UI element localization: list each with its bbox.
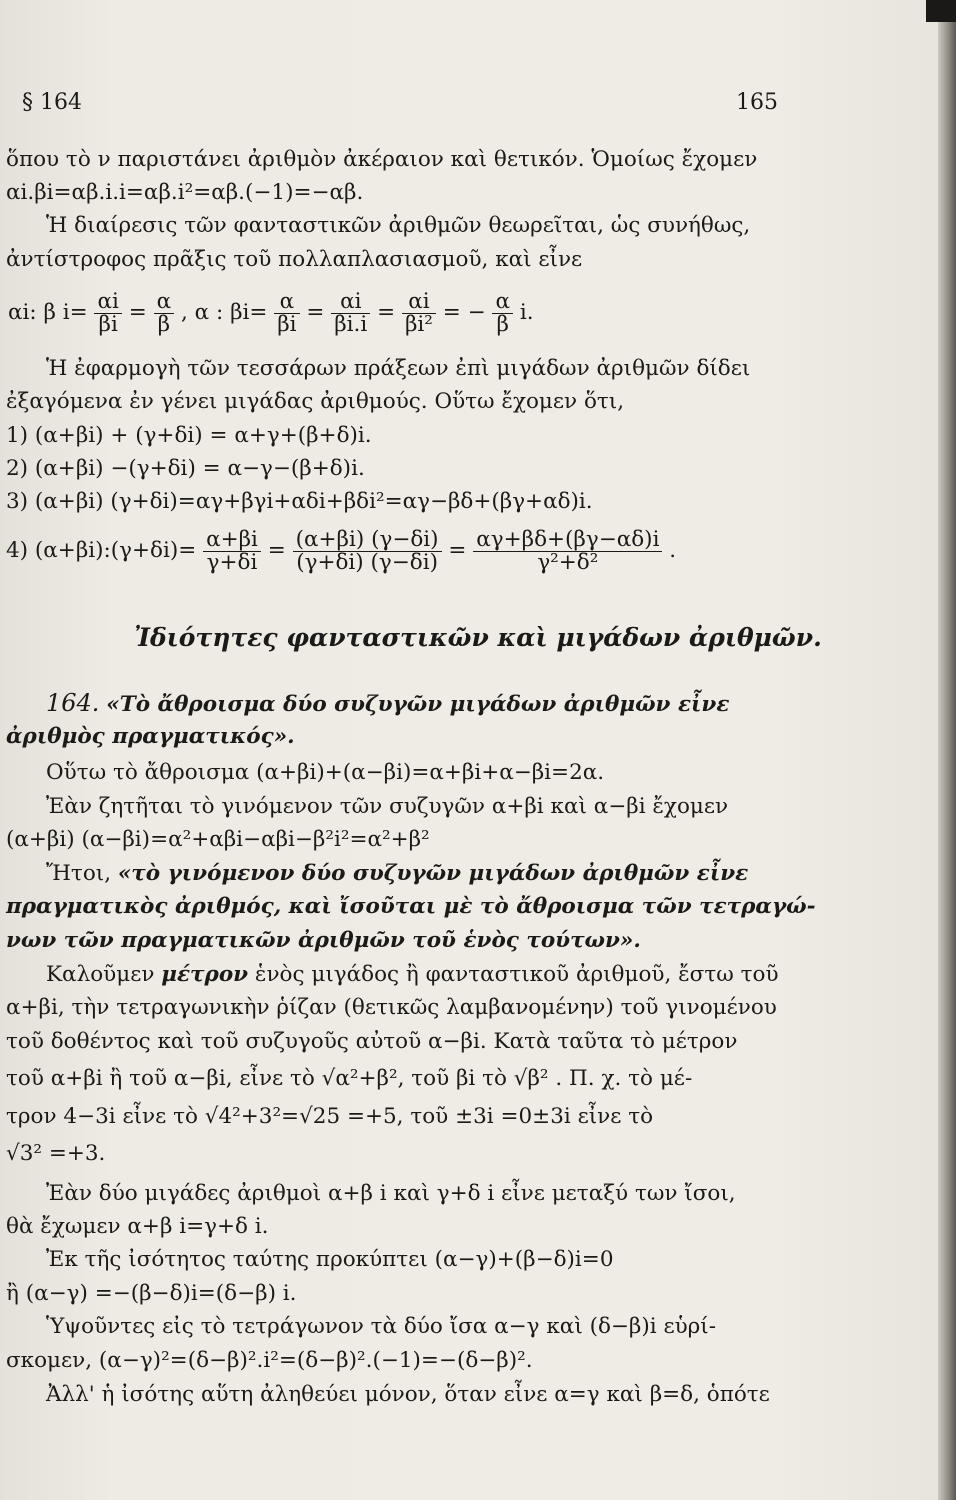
section-heading: Ἰδιότητες φανταστικῶν καὶ μιγάδων ἀριθμῶν. xyxy=(134,623,822,652)
numerator: αi xyxy=(402,291,436,314)
text-line xyxy=(46,962,956,988)
text-line: Ἡ διαίρεσις τῶν φανταστικῶν ἀριθμῶν θεωρεῖται, ὡς συνήθως, xyxy=(46,213,751,238)
text-line: τρον 4−3i εἶνε τὸ √4²+3²=√25 =+5, τοῦ ±3i =0±3i εἶνε τὸ xyxy=(6,1104,654,1129)
theorem-line xyxy=(46,690,956,718)
text-span: Ἤτοι, xyxy=(46,861,118,886)
formula-text: , α : βi= xyxy=(180,300,268,325)
theorem-text: «Τὸ ἄθροισμα δύο συζυγῶν μιγάδων ἀριθμῶν εἶνε xyxy=(106,692,730,717)
section-marker: § 164 xyxy=(22,90,82,115)
denominator: βi² xyxy=(404,311,433,337)
fraction xyxy=(203,526,261,575)
text-line: Οὕτω τὸ ἄθροισμα (α+βi)+(α−βi)=α+βi+α−βi=2α. xyxy=(46,760,605,785)
division-formula xyxy=(8,283,928,343)
text-line: Ἐκ τῆς ἰσότητος ταύτης προκύπτει (α−γ)+(β−δ)i=0 xyxy=(46,1247,614,1272)
emphasis-text: «τὸ γινόμενον δύο συζυγῶν μιγάδων ἀριθμῶν εἶνε xyxy=(117,861,749,886)
formula-text: αi: β i= xyxy=(8,300,88,325)
scan-corner-mark xyxy=(926,0,956,22)
equals-sign: = xyxy=(267,538,286,563)
page-number: 165 xyxy=(736,90,778,115)
denominator: βi.i xyxy=(334,311,368,337)
equals-sign: = xyxy=(448,538,467,563)
division-equation xyxy=(6,521,926,581)
equals-sign: = xyxy=(306,300,325,325)
numerator: α+βi xyxy=(203,529,261,552)
denominator: β xyxy=(496,311,509,337)
formula-text: i. xyxy=(519,300,534,325)
denominator: βi xyxy=(98,311,118,337)
text-line: τοῦ δοθέντος καὶ τοῦ συζυγοῦς αὐτοῦ α−βi. Κατὰ ταῦτα τὸ μέτρον xyxy=(6,1029,738,1054)
text-line: θὰ ἔχωμεν α+β i=γ+δ i. xyxy=(6,1214,269,1239)
denominator: γ²+δ² xyxy=(537,549,599,575)
equals-sign: = xyxy=(128,300,147,325)
numerator: αi xyxy=(94,291,121,314)
text-span: ἑνὸς μιγάδος ἢ φανταστικοῦ ἀριθμοῦ, ἔστω τοῦ xyxy=(248,962,779,987)
text-line: ἐξαγόμενα ἐν γένει μιγάδας ἀριθμούς. Οὕτω ἔχομεν ὅτι, xyxy=(6,389,625,414)
text-line: Ὑψοῦντες εἰς τὸ τετράγωνον τὰ δύο ἴσα α−γ καὶ (δ−β)i εὑρί- xyxy=(46,1314,716,1339)
text-line: Ἀλλ' ἡ ἰσότης αὕτη ἀληθεύει μόνον, ὅταν εἶνε α=γ καὶ β=δ, ὁπότε xyxy=(46,1382,770,1407)
emphasis-text: νων τῶν πραγματικῶν ἀριθμῶν τοῦ ἑνὸς τούτων». xyxy=(6,928,641,953)
fraction xyxy=(274,288,299,337)
denominator: βi xyxy=(277,311,297,337)
numerator: αi xyxy=(331,291,370,314)
equation-line: ἢ (α−γ) =−(β−δ)i=(δ−β) i. xyxy=(6,1281,297,1306)
fraction xyxy=(402,288,436,337)
fraction xyxy=(331,288,370,337)
term-metron: μέτρον xyxy=(161,962,249,987)
text-line: ὅπου τὸ ν παριστάνει ἀριθμὸν ἀκέραιον καὶ θετικόν. Ὁμοίως ἔχομεν xyxy=(6,147,758,172)
formula-text: . xyxy=(669,538,677,563)
denominator: γ+δi xyxy=(206,549,258,575)
text-line xyxy=(46,861,956,887)
formula-text: 4) (α+βi):(γ+δi)= xyxy=(6,538,197,563)
equals-sign: = xyxy=(377,300,396,325)
numerator: α xyxy=(274,291,299,314)
text-line: Ἐὰν δύο μιγάδες ἀριθμοὶ α+β i καὶ γ+δ i εἶνε μεταξύ των ἴσοι, xyxy=(46,1181,736,1206)
fraction xyxy=(154,288,175,337)
text-line: τοῦ α+βi ἢ τοῦ α−βi, εἶνε τὸ √α²+β², τοῦ βi τὸ √β² . Π. χ. τὸ μέ- xyxy=(6,1066,693,1091)
text-line: Ἐὰν ζητῆται τὸ γινόμενον τῶν συζυγῶν α+βi καὶ α−βi ἔχομεν xyxy=(46,794,729,819)
fraction xyxy=(473,526,662,575)
text-line: Ἡ ἐφαρμογὴ τῶν τεσσάρων πράξεων ἐπὶ μιγάδων ἀριθμῶν δίδει xyxy=(46,356,751,381)
text-span: Καλοῦμεν xyxy=(46,962,162,987)
theorem-number: 164. xyxy=(46,689,100,717)
fraction xyxy=(293,526,442,575)
equation-line: 1) (α+βi) + (γ+δi) = α+γ+(β+δ)i. xyxy=(6,423,372,448)
text-line: √3² =+3. xyxy=(6,1141,106,1166)
emphasis-text: πραγματικὸς ἀριθμός, καὶ ἴσοῦται μὲ τὸ ἄθροισμα τῶν τετραγώ- xyxy=(6,894,816,919)
equation-line: 2) (α+βi) −(γ+δi) = α−γ−(β+δ)i. xyxy=(6,456,365,481)
equation-line: (α+βi) (α−βi)=α²+αβi−αβi−β²i²=α²+β² xyxy=(6,827,430,852)
equation-line: σκομεν, (α−γ)²=(δ−β)².i²=(δ−β)².(−1)=−(δ−β)². xyxy=(6,1348,533,1373)
numerator: αγ+βδ+(βγ−αδ)i xyxy=(473,529,662,552)
denominator: (γ+δi) (γ−δi) xyxy=(296,549,438,575)
equation-line: 3) (α+βi) (γ+δi)=αγ+βγi+αδi+βδi²=αγ−βδ+(βγ+αδ)i. xyxy=(6,489,593,514)
text-line: ἀντίστροφος πρᾶξις τοῦ πολλαπλασιασμοῦ, καὶ εἶνε xyxy=(6,247,583,272)
numerator: (α+βi) (γ−δi) xyxy=(293,529,442,552)
theorem-text: ἀριθμὸς πραγματικός». xyxy=(6,724,295,749)
fraction xyxy=(492,288,513,337)
numerator: α xyxy=(154,291,175,314)
denominator: β xyxy=(157,311,171,337)
fraction xyxy=(94,288,121,337)
equals-sign: = − xyxy=(442,300,486,325)
text-line: α+βi, τὴν τετραγωνικὴν ῥίζαν (θετικῶς λαμβανομένην) τοῦ γινομένου xyxy=(6,995,777,1020)
numerator: α xyxy=(492,291,513,314)
text-line: αi.βi=αβ.i.i=αβ.i²=αβ.(−1)=−αβ. xyxy=(6,180,364,205)
